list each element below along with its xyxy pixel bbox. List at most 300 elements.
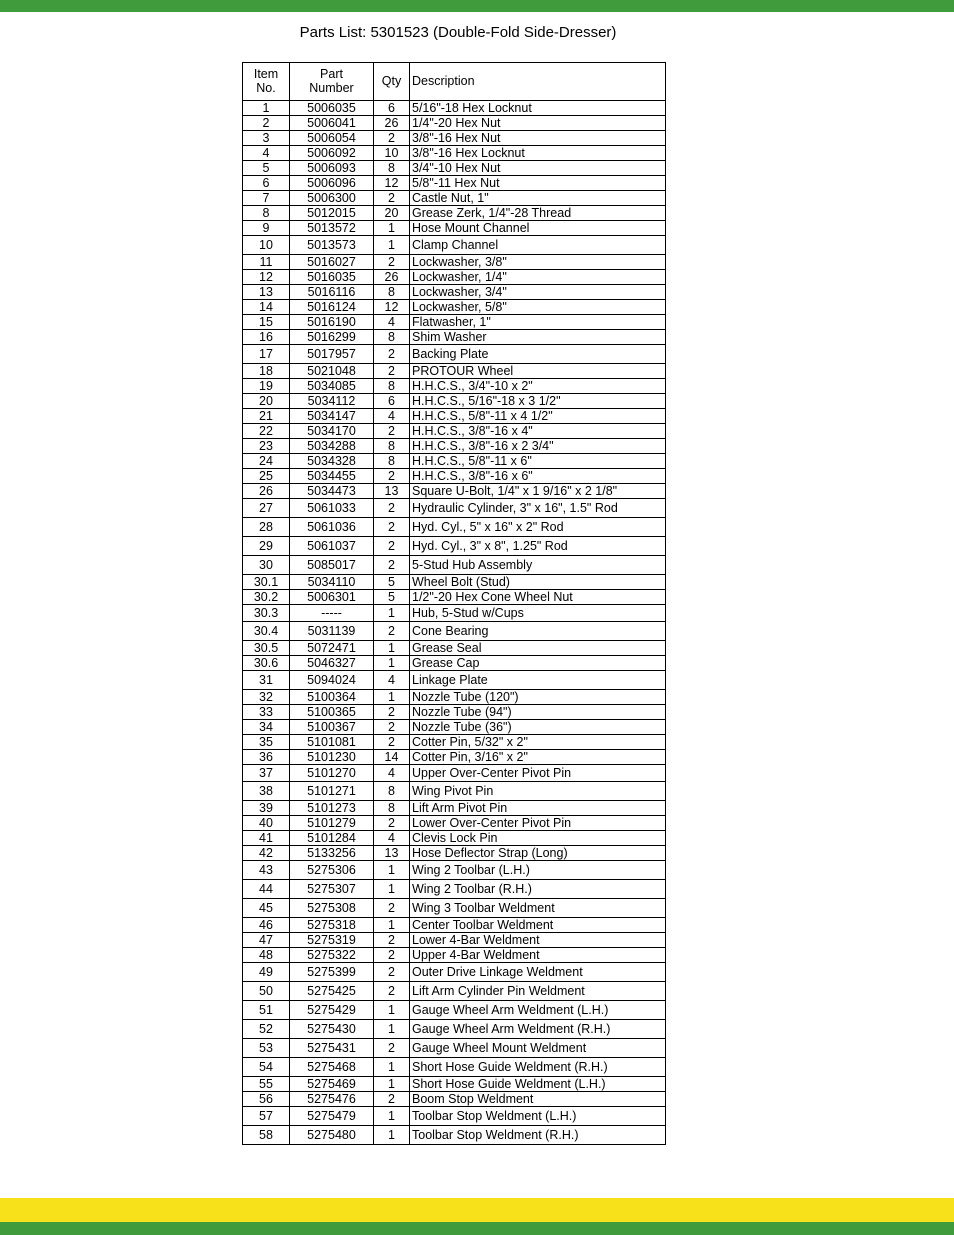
item-no-cell: 57 [243, 1107, 290, 1126]
item-no-cell: 34 [243, 720, 290, 735]
item-no-cell: 20 [243, 394, 290, 409]
item-no-cell: 33 [243, 705, 290, 720]
table-row [243, 537, 666, 556]
item-no-cell: 6 [243, 176, 290, 191]
description-cell: H.H.C.S., 5/8"-11 x 6" [410, 454, 666, 469]
qty-cell: 1 [374, 236, 410, 255]
table-row [243, 831, 666, 846]
bottom-green-bar [0, 1222, 954, 1235]
table-row [243, 176, 666, 191]
part-number-cell: 5034473 [290, 484, 374, 499]
table-row [243, 236, 666, 255]
item-no-cell: 15 [243, 315, 290, 330]
bottom-yellow-bar [0, 1198, 954, 1222]
qty-cell: 2 [374, 982, 410, 1001]
qty-cell: 2 [374, 364, 410, 379]
part-number-cell: 5275476 [290, 1092, 374, 1107]
description-cell: H.H.C.S., 5/8"-11 x 4 1/2" [410, 409, 666, 424]
table-row [243, 622, 666, 641]
qty-cell: 1 [374, 880, 410, 899]
table-row [243, 221, 666, 236]
table-row [243, 270, 666, 285]
item-no-cell: 18 [243, 364, 290, 379]
qty-cell: 4 [374, 315, 410, 330]
description-cell: H.H.C.S., 3/8"-16 x 6" [410, 469, 666, 484]
description-cell: Lower Over-Center Pivot Pin [410, 816, 666, 831]
header-part-number: Part Number [290, 63, 374, 101]
qty-cell: 6 [374, 394, 410, 409]
description-cell: Grease Zerk, 1/4"-28 Thread [410, 206, 666, 221]
item-no-cell: 54 [243, 1058, 290, 1077]
table-row [243, 948, 666, 963]
qty-cell: 26 [374, 270, 410, 285]
qty-cell: 1 [374, 605, 410, 622]
description-cell: Hyd. Cyl., 5" x 16" x 2" Rod [410, 518, 666, 537]
part-number-cell: 5100367 [290, 720, 374, 735]
part-number-cell: 5012015 [290, 206, 374, 221]
description-cell: Wing 3 Toolbar Weldment [410, 899, 666, 918]
part-number-cell: 5275431 [290, 1039, 374, 1058]
item-no-cell: 49 [243, 963, 290, 982]
qty-cell: 8 [374, 285, 410, 300]
item-no-cell: 35 [243, 735, 290, 750]
description-cell: Grease Seal [410, 641, 666, 656]
item-no-cell: 12 [243, 270, 290, 285]
item-no-cell: 2 [243, 116, 290, 131]
table-row [243, 880, 666, 899]
part-number-cell: 5275318 [290, 918, 374, 933]
description-cell: Gauge Wheel Mount Weldment [410, 1039, 666, 1058]
item-no-cell: 31 [243, 671, 290, 690]
table-row [243, 641, 666, 656]
table-row [243, 379, 666, 394]
item-no-cell: 45 [243, 899, 290, 918]
table-row [243, 454, 666, 469]
table-row [243, 161, 666, 176]
part-number-cell: 5034455 [290, 469, 374, 484]
table-row [243, 918, 666, 933]
qty-cell: 2 [374, 537, 410, 556]
item-no-cell: 11 [243, 255, 290, 270]
qty-cell: 2 [374, 556, 410, 575]
table-row [243, 394, 666, 409]
description-cell: Wheel Bolt (Stud) [410, 575, 666, 590]
part-number-cell: 5101081 [290, 735, 374, 750]
qty-cell: 2 [374, 191, 410, 206]
qty-cell: 5 [374, 590, 410, 605]
part-number-cell: 5006301 [290, 590, 374, 605]
table-row [243, 556, 666, 575]
table-row [243, 330, 666, 345]
item-no-cell: 36 [243, 750, 290, 765]
part-number-cell: 5101284 [290, 831, 374, 846]
qty-cell: 8 [374, 439, 410, 454]
part-number-cell: 5034110 [290, 575, 374, 590]
header-qty: Qty [374, 63, 410, 101]
part-number-cell: 5275306 [290, 861, 374, 880]
part-number-cell: 5061036 [290, 518, 374, 537]
qty-cell: 6 [374, 101, 410, 116]
part-number-cell: 5031139 [290, 622, 374, 641]
table-row [243, 1077, 666, 1092]
part-number-cell: 5034288 [290, 439, 374, 454]
qty-cell: 14 [374, 750, 410, 765]
part-number-cell: 5021048 [290, 364, 374, 379]
description-cell: Wing Pivot Pin [410, 782, 666, 801]
qty-cell: 2 [374, 720, 410, 735]
item-no-cell: 10 [243, 236, 290, 255]
table-row [243, 1107, 666, 1126]
part-number-cell: 5006093 [290, 161, 374, 176]
description-cell: Nozzle Tube (120") [410, 690, 666, 705]
part-number-cell: 5013573 [290, 236, 374, 255]
part-number-cell: 5275479 [290, 1107, 374, 1126]
qty-cell: 5 [374, 575, 410, 590]
qty-cell: 2 [374, 816, 410, 831]
table-row [243, 469, 666, 484]
description-cell: Cotter Pin, 3/16" x 2" [410, 750, 666, 765]
table-header-row [243, 63, 666, 101]
item-no-cell: 17 [243, 345, 290, 364]
table-row [243, 782, 666, 801]
qty-cell: 12 [374, 300, 410, 315]
part-number-cell: 5275469 [290, 1077, 374, 1092]
item-no-cell: 29 [243, 537, 290, 556]
item-no-cell: 22 [243, 424, 290, 439]
description-cell: Toolbar Stop Weldment (R.H.) [410, 1126, 666, 1145]
qty-cell: 8 [374, 454, 410, 469]
table-row [243, 656, 666, 671]
table-row [243, 499, 666, 518]
table-row [243, 285, 666, 300]
table-row [243, 409, 666, 424]
qty-cell: 4 [374, 671, 410, 690]
part-number-cell: 5275425 [290, 982, 374, 1001]
part-number-cell: 5016035 [290, 270, 374, 285]
part-number-cell: 5275399 [290, 963, 374, 982]
part-number-cell: 5100365 [290, 705, 374, 720]
item-no-cell: 30.1 [243, 575, 290, 590]
table-row [243, 861, 666, 880]
description-cell: Cotter Pin, 5/32" x 2" [410, 735, 666, 750]
part-number-cell: 5006096 [290, 176, 374, 191]
qty-cell: 2 [374, 424, 410, 439]
table-row [243, 131, 666, 146]
item-no-cell: 32 [243, 690, 290, 705]
table-row [243, 315, 666, 330]
item-no-cell: 48 [243, 948, 290, 963]
table-row [243, 801, 666, 816]
description-cell: 5/16"-18 Hex Locknut [410, 101, 666, 116]
description-cell: Hydraulic Cylinder, 3" x 16", 1.5" Rod [410, 499, 666, 518]
table-row [243, 1092, 666, 1107]
qty-cell: 1 [374, 221, 410, 236]
table-row [243, 982, 666, 1001]
qty-cell: 2 [374, 1039, 410, 1058]
item-no-cell: 25 [243, 469, 290, 484]
table-row [243, 671, 666, 690]
qty-cell: 2 [374, 131, 410, 146]
item-no-cell: 56 [243, 1092, 290, 1107]
part-number-cell: 5101273 [290, 801, 374, 816]
item-no-cell: 9 [243, 221, 290, 236]
part-number-cell: 5034328 [290, 454, 374, 469]
description-cell: 3/8"-16 Hex Nut [410, 131, 666, 146]
qty-cell: 1 [374, 1001, 410, 1020]
part-number-cell: 5275468 [290, 1058, 374, 1077]
qty-cell: 2 [374, 735, 410, 750]
item-no-cell: 38 [243, 782, 290, 801]
description-cell: Shim Washer [410, 330, 666, 345]
parts-table [242, 62, 666, 1145]
qty-cell: 20 [374, 206, 410, 221]
qty-cell: 8 [374, 801, 410, 816]
description-cell: Wing 2 Toolbar (L.H.) [410, 861, 666, 880]
item-no-cell: 50 [243, 982, 290, 1001]
table-row [243, 705, 666, 720]
table-row [243, 1001, 666, 1020]
part-number-cell: 5275322 [290, 948, 374, 963]
qty-cell: 8 [374, 161, 410, 176]
description-cell: Castle Nut, 1" [410, 191, 666, 206]
item-no-cell: 28 [243, 518, 290, 537]
part-number-cell: 5006054 [290, 131, 374, 146]
item-no-cell: 7 [243, 191, 290, 206]
description-cell: Boom Stop Weldment [410, 1092, 666, 1107]
description-cell: Wing 2 Toolbar (R.H.) [410, 880, 666, 899]
table-row [243, 963, 666, 982]
qty-cell: 8 [374, 330, 410, 345]
description-cell: Hose Deflector Strap (Long) [410, 846, 666, 861]
description-cell: 3/4"-10 Hex Nut [410, 161, 666, 176]
table-row [243, 816, 666, 831]
qty-cell: 2 [374, 622, 410, 641]
description-cell: Hub, 5-Stud w/Cups [410, 605, 666, 622]
qty-cell: 2 [374, 1092, 410, 1107]
top-green-bar [0, 0, 954, 12]
part-number-cell: 5101270 [290, 765, 374, 782]
qty-cell: 26 [374, 116, 410, 131]
qty-cell: 12 [374, 176, 410, 191]
description-cell: Lower 4-Bar Weldment [410, 933, 666, 948]
description-cell: PROTOUR Wheel [410, 364, 666, 379]
header-item-no: Item No. [243, 63, 290, 101]
item-no-cell: 8 [243, 206, 290, 221]
qty-cell: 2 [374, 345, 410, 364]
item-no-cell: 51 [243, 1001, 290, 1020]
qty-cell: 2 [374, 933, 410, 948]
item-no-cell: 37 [243, 765, 290, 782]
table-row [243, 720, 666, 735]
description-cell: Backing Plate [410, 345, 666, 364]
item-no-cell: 30.4 [243, 622, 290, 641]
table-row [243, 1020, 666, 1039]
item-no-cell: 14 [243, 300, 290, 315]
description-cell: H.H.C.S., 3/4"-10 x 2" [410, 379, 666, 394]
part-number-cell: 5046327 [290, 656, 374, 671]
part-number-cell: 5094024 [290, 671, 374, 690]
item-no-cell: 39 [243, 801, 290, 816]
part-number-cell: 5061033 [290, 499, 374, 518]
table-row [243, 300, 666, 315]
table-row [243, 116, 666, 131]
table-row [243, 101, 666, 116]
part-number-cell: 5101230 [290, 750, 374, 765]
item-no-cell: 3 [243, 131, 290, 146]
part-number-cell: 5275319 [290, 933, 374, 948]
description-cell: 5/8"-11 Hex Nut [410, 176, 666, 191]
item-no-cell: 30.6 [243, 656, 290, 671]
part-number-cell: 5016190 [290, 315, 374, 330]
part-number-cell: 5006300 [290, 191, 374, 206]
qty-cell: 1 [374, 1020, 410, 1039]
qty-cell: 2 [374, 899, 410, 918]
qty-cell: 1 [374, 656, 410, 671]
qty-cell: 2 [374, 499, 410, 518]
qty-cell: 1 [374, 1058, 410, 1077]
description-cell: Cone Bearing [410, 622, 666, 641]
description-cell: H.H.C.S., 5/16"-18 x 3 1/2" [410, 394, 666, 409]
qty-cell: 4 [374, 831, 410, 846]
description-cell: Upper Over-Center Pivot Pin [410, 765, 666, 782]
description-cell: 3/8"-16 Hex Locknut [410, 146, 666, 161]
description-cell: 5-Stud Hub Assembly [410, 556, 666, 575]
part-number-cell: 5061037 [290, 537, 374, 556]
part-number-cell: 5275308 [290, 899, 374, 918]
part-number-cell: 5275429 [290, 1001, 374, 1020]
item-no-cell: 23 [243, 439, 290, 454]
table-row [243, 899, 666, 918]
table-row [243, 750, 666, 765]
part-number-cell: 5034085 [290, 379, 374, 394]
qty-cell: 1 [374, 861, 410, 880]
table-row [243, 765, 666, 782]
item-no-cell: 4 [243, 146, 290, 161]
part-number-cell: ----- [290, 605, 374, 622]
table-row [243, 1126, 666, 1145]
qty-cell: 1 [374, 690, 410, 705]
qty-cell: 1 [374, 1126, 410, 1145]
description-cell: Lockwasher, 3/4" [410, 285, 666, 300]
description-cell: Hyd. Cyl., 3" x 8", 1.25" Rod [410, 537, 666, 556]
description-cell: Grease Cap [410, 656, 666, 671]
item-no-cell: 42 [243, 846, 290, 861]
item-no-cell: 30.2 [243, 590, 290, 605]
qty-cell: 1 [374, 641, 410, 656]
description-cell: Clamp Channel [410, 236, 666, 255]
item-no-cell: 52 [243, 1020, 290, 1039]
table-row [243, 590, 666, 605]
part-number-cell: 5275480 [290, 1126, 374, 1145]
qty-cell: 2 [374, 963, 410, 982]
description-cell: Clevis Lock Pin [410, 831, 666, 846]
qty-cell: 13 [374, 484, 410, 499]
part-number-cell: 5016116 [290, 285, 374, 300]
description-cell: Lockwasher, 5/8" [410, 300, 666, 315]
item-no-cell: 1 [243, 101, 290, 116]
item-no-cell: 44 [243, 880, 290, 899]
item-no-cell: 53 [243, 1039, 290, 1058]
table-row [243, 518, 666, 537]
table-row [243, 1058, 666, 1077]
part-number-cell: 5101279 [290, 816, 374, 831]
table-row [243, 439, 666, 454]
table-row [243, 364, 666, 379]
item-no-cell: 21 [243, 409, 290, 424]
item-no-cell: 5 [243, 161, 290, 176]
qty-cell: 2 [374, 518, 410, 537]
item-no-cell: 55 [243, 1077, 290, 1092]
table-row [243, 206, 666, 221]
item-no-cell: 30.3 [243, 605, 290, 622]
parts-table-body [243, 101, 666, 1145]
page-title: Parts List: 5301523 (Double-Fold Side-Dresser) [299, 24, 617, 41]
part-number-cell: 5016027 [290, 255, 374, 270]
item-no-cell: 26 [243, 484, 290, 499]
description-cell: Short Hose Guide Weldment (R.H.) [410, 1058, 666, 1077]
qty-cell: 13 [374, 846, 410, 861]
description-cell: Lift Arm Cylinder Pin Weldment [410, 982, 666, 1001]
table-row [243, 846, 666, 861]
item-no-cell: 24 [243, 454, 290, 469]
qty-cell: 2 [374, 255, 410, 270]
description-cell: Lift Arm Pivot Pin [410, 801, 666, 816]
qty-cell: 4 [374, 409, 410, 424]
table-row [243, 255, 666, 270]
table-row [243, 191, 666, 206]
part-number-cell: 5006035 [290, 101, 374, 116]
table-row [243, 735, 666, 750]
description-cell: Outer Drive Linkage Weldment [410, 963, 666, 982]
description-cell: Linkage Plate [410, 671, 666, 690]
qty-cell: 2 [374, 705, 410, 720]
description-cell: Nozzle Tube (36") [410, 720, 666, 735]
part-number-cell: 5100364 [290, 690, 374, 705]
qty-cell: 1 [374, 1077, 410, 1092]
description-cell: Square U-Bolt, 1/4" x 1 9/16" x 2 1/8" [410, 484, 666, 499]
description-cell: Short Hose Guide Weldment (L.H.) [410, 1077, 666, 1092]
description-cell: 1/2"-20 Hex Cone Wheel Nut [410, 590, 666, 605]
part-number-cell: 5072471 [290, 641, 374, 656]
description-cell: Flatwasher, 1" [410, 315, 666, 330]
table-row [243, 484, 666, 499]
table-row [243, 424, 666, 439]
item-no-cell: 47 [243, 933, 290, 948]
qty-cell: 8 [374, 379, 410, 394]
part-number-cell: 5034147 [290, 409, 374, 424]
description-cell: Center Toolbar Weldment [410, 918, 666, 933]
item-no-cell: 30.5 [243, 641, 290, 656]
qty-cell: 4 [374, 765, 410, 782]
part-number-cell: 5034170 [290, 424, 374, 439]
item-no-cell: 41 [243, 831, 290, 846]
item-no-cell: 46 [243, 918, 290, 933]
item-no-cell: 13 [243, 285, 290, 300]
description-cell: Upper 4-Bar Weldment [410, 948, 666, 963]
table-row [243, 933, 666, 948]
qty-cell: 10 [374, 146, 410, 161]
part-number-cell: 5275307 [290, 880, 374, 899]
part-number-cell: 5133256 [290, 846, 374, 861]
item-no-cell: 40 [243, 816, 290, 831]
part-number-cell: 5016124 [290, 300, 374, 315]
table-row [243, 345, 666, 364]
qty-cell: 1 [374, 1107, 410, 1126]
description-cell: H.H.C.S., 3/8"-16 x 4" [410, 424, 666, 439]
qty-cell: 8 [374, 782, 410, 801]
description-cell: Lockwasher, 1/4" [410, 270, 666, 285]
part-number-cell: 5034112 [290, 394, 374, 409]
